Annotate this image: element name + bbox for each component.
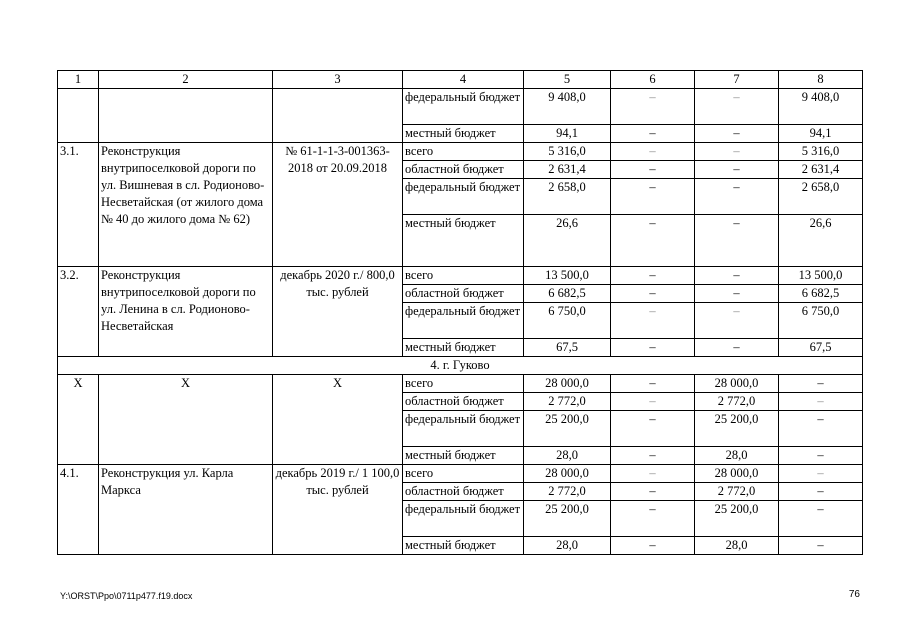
x-marker: Х [58,375,99,465]
value-cell: 94,1 [524,125,611,143]
value-cell: 26,6 [779,215,863,267]
value-cell: 28,0 [695,537,779,555]
budget-source-label: федеральный бюджет [403,89,524,125]
value-cell: – [611,393,695,411]
value-cell: – [611,215,695,267]
value-cell: – [611,537,695,555]
value-cell: – [779,483,863,501]
section-title: 4. г. Гуково [58,357,863,375]
section-header-row [58,357,863,375]
value-cell: 5 316,0 [779,143,863,161]
value-cell: 28,0 [524,537,611,555]
empty-cell [273,89,403,143]
value-cell: 9 408,0 [779,89,863,125]
table-row [58,465,863,483]
value-cell: 28,0 [524,447,611,465]
budget-source-label: федеральный бюджет [403,179,524,215]
budget-source-label: областной бюджет [403,285,524,303]
value-cell: 25 200,0 [695,501,779,537]
value-cell: – [611,375,695,393]
document-path: Y:\ORST\Ppo\0711p477.f19.docx [60,591,193,601]
header-cell: 7 [695,71,779,89]
page-number: 76 [848,589,860,600]
value-cell: 2 772,0 [695,483,779,501]
value-cell: – [611,303,695,339]
value-cell: 9 408,0 [524,89,611,125]
budget-source-label: местный бюджет [403,339,524,357]
item-number: 4.1. [58,465,99,555]
item-number: 3.1. [58,143,99,267]
value-cell: – [695,161,779,179]
value-cell: – [695,89,779,125]
x-marker: Х [99,375,273,465]
budget-source-label: федеральный бюджет [403,501,524,537]
budget-source-label: всего [403,143,524,161]
value-cell: 67,5 [524,339,611,357]
value-cell: – [695,125,779,143]
table-row [58,89,863,125]
header-cell: 1 [58,71,99,89]
value-cell: 6 750,0 [524,303,611,339]
value-cell: – [695,267,779,285]
x-marker: Х [273,375,403,465]
value-cell: 94,1 [779,125,863,143]
value-cell: 2 772,0 [524,483,611,501]
header-cell: 5 [524,71,611,89]
value-cell: – [779,411,863,447]
value-cell: – [695,303,779,339]
value-cell: – [611,465,695,483]
item-name: Реконструкция ул. Карла Маркса [99,465,273,555]
value-cell: 6 750,0 [779,303,863,339]
value-cell: 2 658,0 [524,179,611,215]
header-cell: 8 [779,71,863,89]
value-cell: 25 200,0 [524,501,611,537]
value-cell: – [779,465,863,483]
value-cell: – [611,125,695,143]
table-row [58,375,863,393]
value-cell: 2 772,0 [695,393,779,411]
budget-source-label: федеральный бюджет [403,303,524,339]
empty-cell [58,89,99,143]
budget-source-label: всего [403,267,524,285]
header-cell: 6 [611,71,695,89]
table-header-row [58,71,863,89]
value-cell: 6 682,5 [779,285,863,303]
value-cell: – [611,143,695,161]
value-cell: – [611,179,695,215]
value-cell: 2 772,0 [524,393,611,411]
value-cell: 28 000,0 [524,375,611,393]
value-cell: – [611,339,695,357]
value-cell: 2 631,4 [779,161,863,179]
value-cell: – [695,143,779,161]
header-cell: 2 [99,71,273,89]
value-cell: – [695,215,779,267]
budget-source-label: федеральный бюджет [403,411,524,447]
table-row [58,143,863,161]
budget-source-label: местный бюджет [403,537,524,555]
value-cell: – [611,285,695,303]
item-document: декабрь 2020 г./ 800,0 тыс. рублей [273,267,403,357]
value-cell: 67,5 [779,339,863,357]
item-document: № 61-1-1-3-001363-2018 от 20.09.2018 [273,143,403,267]
value-cell: – [695,285,779,303]
value-cell: – [611,267,695,285]
item-name: Реконструкция внутрипоселковой дороги по ул. Вишневая в сл. Родионово-Несветайская (от жилого дома № 40 до жилого дома № 62) [99,143,273,267]
value-cell: – [779,375,863,393]
budget-source-label: всего [403,375,524,393]
value-cell: – [611,483,695,501]
value-cell: – [611,89,695,125]
budget-source-label: местный бюджет [403,125,524,143]
value-cell: – [611,501,695,537]
budget-source-label: всего [403,465,524,483]
header-cell: 3 [273,71,403,89]
value-cell: – [695,179,779,215]
value-cell: 25 200,0 [695,411,779,447]
value-cell: 28 000,0 [695,375,779,393]
value-cell: 6 682,5 [524,285,611,303]
value-cell: 13 500,0 [524,267,611,285]
budget-table [57,70,863,555]
value-cell: – [611,411,695,447]
value-cell: – [779,501,863,537]
table-row [58,267,863,285]
budget-source-label: областной бюджет [403,393,524,411]
budget-source-label: областной бюджет [403,483,524,501]
value-cell: 2 658,0 [779,179,863,215]
value-cell: – [611,161,695,179]
budget-source-label: местный бюджет [403,447,524,465]
value-cell: – [779,393,863,411]
value-cell: 28 000,0 [524,465,611,483]
value-cell: 28 000,0 [695,465,779,483]
value-cell: – [695,339,779,357]
empty-cell [99,89,273,143]
item-name: Реконструкция внутрипоселковой дороги по ул. Ленина в сл. Родионово-Несветайская [99,267,273,357]
value-cell: 28,0 [695,447,779,465]
budget-source-label: местный бюджет [403,215,524,267]
value-cell: 25 200,0 [524,411,611,447]
value-cell: – [611,447,695,465]
value-cell: 26,6 [524,215,611,267]
budget-source-label: областной бюджет [403,161,524,179]
value-cell: 5 316,0 [524,143,611,161]
value-cell: 13 500,0 [779,267,863,285]
header-cell: 4 [403,71,524,89]
value-cell: – [779,537,863,555]
value-cell: – [779,447,863,465]
value-cell: 2 631,4 [524,161,611,179]
item-document: декабрь 2019 г./ 1 100,0 тыс. рублей [273,465,403,555]
item-number: 3.2. [58,267,99,357]
